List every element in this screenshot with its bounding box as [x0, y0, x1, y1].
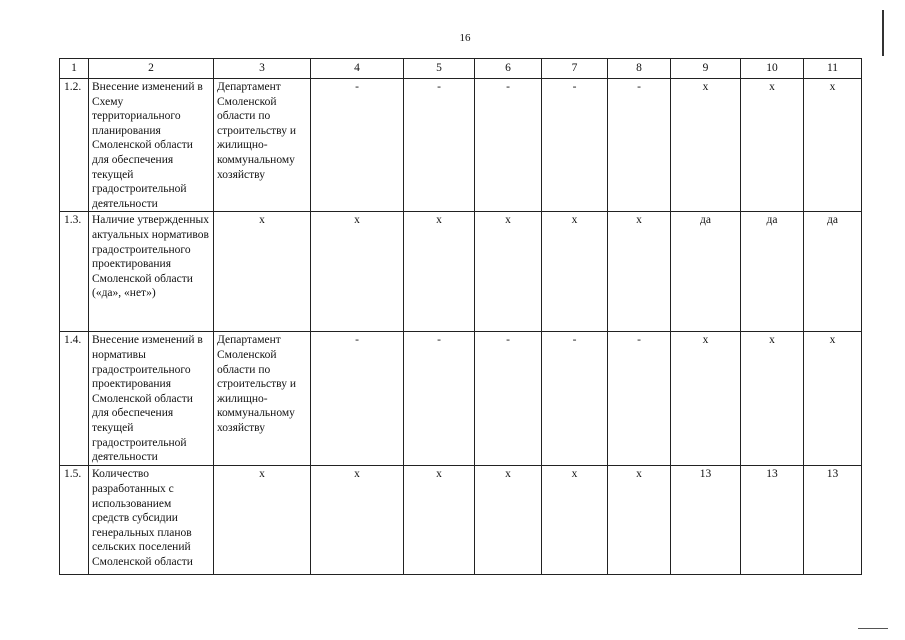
indicator-name: Внесение изменений в Схему территориального планирования Смоленской области для обеспечения текущей градостроительной деятельности [89, 79, 214, 212]
row-number: 1.4. [60, 332, 89, 466]
value-cell: 13 [741, 466, 804, 575]
data-table [59, 58, 862, 575]
value-cell: - [542, 79, 608, 212]
executor: х [214, 212, 311, 332]
indicator-name: Внесение изменений в нормативы градостроительного проектирования Смоленской области для обеспечения текущей градостроительной деятельности [89, 332, 214, 466]
column-header: 8 [608, 59, 671, 79]
executor: Департамент Смоленской области по строительству и жилищно-коммунальному хозяйству [214, 332, 311, 466]
column-header: 5 [404, 59, 475, 79]
column-header: 4 [311, 59, 404, 79]
scan-edge-line-bottom [858, 628, 888, 629]
table-row [60, 79, 862, 212]
column-header: 10 [741, 59, 804, 79]
value-cell: х [404, 212, 475, 332]
page-number: 16 [459, 32, 471, 44]
column-header: 2 [89, 59, 214, 79]
value-cell: х [475, 466, 542, 575]
value-cell: - [311, 79, 404, 212]
value-cell: х [741, 79, 804, 212]
column-header: 7 [542, 59, 608, 79]
value-cell: да [671, 212, 741, 332]
column-header: 1 [60, 59, 89, 79]
value-cell: х [404, 466, 475, 575]
executor: Департамент Смоленской области по строительству и жилищно-коммунальному хозяйству [214, 79, 311, 212]
column-header: 3 [214, 59, 311, 79]
column-header: 11 [804, 59, 862, 79]
value-cell: х [311, 466, 404, 575]
value-cell: - [311, 332, 404, 466]
column-header: 9 [671, 59, 741, 79]
value-cell: х [542, 212, 608, 332]
value-cell: х [671, 79, 741, 212]
value-cell: 13 [804, 466, 862, 575]
value-cell: - [608, 79, 671, 212]
value-cell: - [542, 332, 608, 466]
value-cell: х [804, 332, 862, 466]
value-cell: х [671, 332, 741, 466]
value-cell: - [475, 79, 542, 212]
value-cell: х [475, 212, 542, 332]
indicator-name: Наличие утвержденных актуальных нормативов градостроительного проектирования Смоленской области («да», «нет») [89, 212, 214, 332]
table-row [60, 212, 862, 332]
value-cell: - [404, 79, 475, 212]
value-cell: да [741, 212, 804, 332]
value-cell: да [804, 212, 862, 332]
row-number: 1.5. [60, 466, 89, 575]
indicator-name: Количество разработанных с использованием средств субсидии генеральных планов сельских поселений Смоленской области [89, 466, 214, 575]
value-cell: - [608, 332, 671, 466]
row-number: 1.2. [60, 79, 89, 212]
table-header-row [60, 59, 862, 79]
value-cell: х [804, 79, 862, 212]
value-cell: 13 [671, 466, 741, 575]
table-row [60, 466, 862, 575]
value-cell: х [311, 212, 404, 332]
table-row [60, 332, 862, 466]
value-cell: х [542, 466, 608, 575]
column-header: 6 [475, 59, 542, 79]
value-cell: х [608, 212, 671, 332]
executor: х [214, 466, 311, 575]
value-cell: - [475, 332, 542, 466]
value-cell: х [608, 466, 671, 575]
row-number: 1.3. [60, 212, 89, 332]
value-cell: х [741, 332, 804, 466]
value-cell: - [404, 332, 475, 466]
scan-edge-line [882, 10, 884, 56]
